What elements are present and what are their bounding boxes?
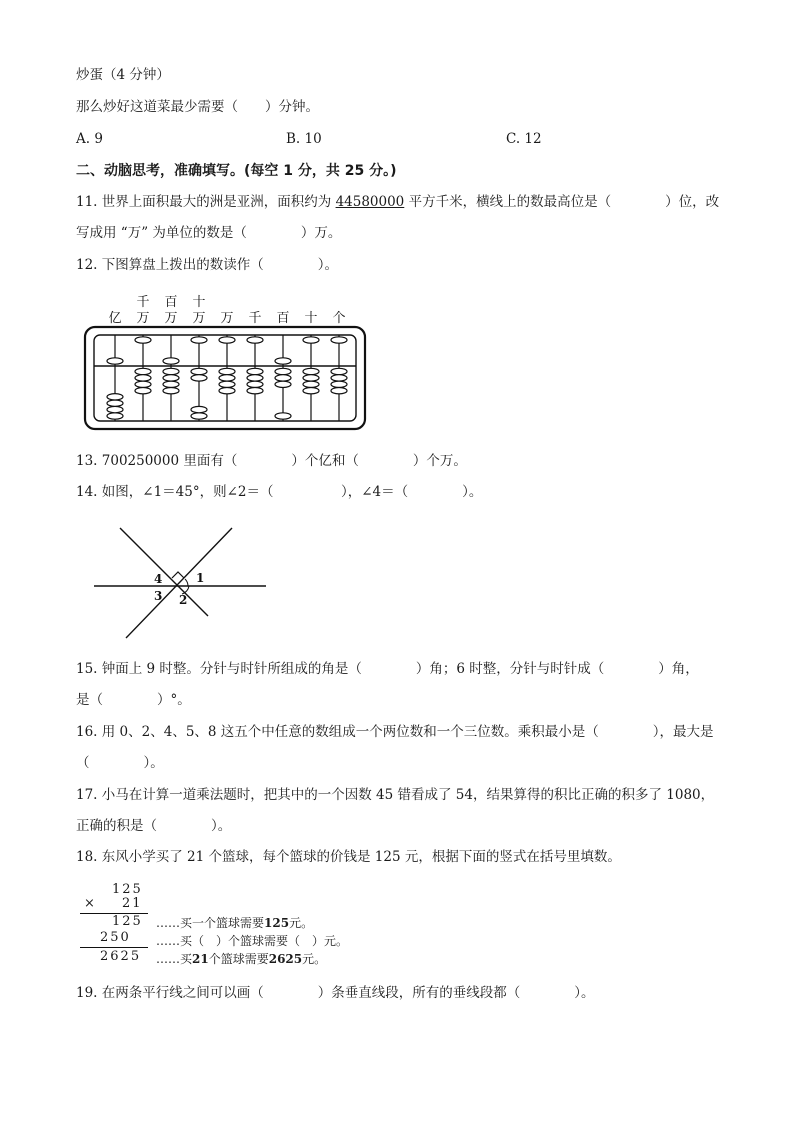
calc-partial-2: 250 <box>100 930 131 945</box>
abacus-bead <box>331 388 347 394</box>
diagonal-line-1 <box>120 528 208 616</box>
abacus-bead <box>303 388 319 394</box>
abacus-bead <box>163 388 179 394</box>
abacus-bead <box>191 375 207 381</box>
abacus-bead <box>247 375 263 381</box>
abacus-bead <box>303 368 319 374</box>
question-17: 17. 小马在计算一道乘法题时，把其中的一个因数 45 错看成了 54，结果算得的积比正确的积多了 1080， <box>76 787 715 803</box>
question-14: 14. 如图，∠1＝45°，则∠2＝（ ），∠4＝（ ）。 <box>76 484 483 500</box>
abacus-bead <box>275 375 291 381</box>
abacus-bead <box>163 358 179 364</box>
note-text: ……买一个篮球需要 <box>156 916 265 930</box>
angle-figure <box>90 524 270 644</box>
question-18: 18. 东风小学买了 21 个篮球，每个篮球的价钱是 125 元，根据下面的竖式在括号里填数。 <box>76 849 621 865</box>
abacus-label-bai: 百 <box>276 311 290 326</box>
abacus-bead <box>135 388 151 394</box>
abacus-bead <box>247 381 263 387</box>
angle-label-3: 3 <box>154 589 163 603</box>
abacus-bead <box>107 406 123 412</box>
right-angle-mark <box>172 572 184 578</box>
abacus-bead <box>331 375 347 381</box>
abacus-bead <box>303 381 319 387</box>
abacus-bead <box>331 337 347 343</box>
abacus-bead <box>303 337 319 343</box>
abacus-bead <box>163 368 179 374</box>
abacus-bead <box>135 375 151 381</box>
abacus-figure <box>80 292 370 432</box>
abacus-label-yi: 亿 <box>108 311 122 326</box>
calc-note-3 <box>156 950 326 967</box>
abacus-label-qian: 千 <box>248 311 262 326</box>
abacus-label-bai: 百 <box>164 295 178 310</box>
question-12: 12. 下图算盘上拨出的数读作（ ）。 <box>76 257 339 273</box>
note-number: 125 <box>264 916 290 930</box>
abacus-bead <box>219 375 235 381</box>
option-a: A. 9 <box>76 131 103 147</box>
abacus-label-wan: 万 <box>136 311 150 326</box>
abacus-label-wan: 万 <box>192 311 206 326</box>
note-text: 个篮球需要 <box>208 952 269 966</box>
abacus-bead <box>247 388 263 394</box>
note-text: 元。 <box>302 952 327 966</box>
angle-label-4: 4 <box>154 572 163 586</box>
q11-part1: 11. 世界上面积最大的洲是亚洲，面积约为 <box>76 194 336 210</box>
abacus-bead <box>275 381 291 387</box>
calc-note-2: ……买（ ）个篮球需要（ ）元。 <box>156 934 349 948</box>
abacus-label-wan: 万 <box>164 311 178 326</box>
abacus-bead <box>135 381 151 387</box>
question-16: 16. 用 0、2、4、5、8 这五个中任意的数组成一个两位数和一个三位数。乘积最小是（ ），最大是 <box>76 724 714 740</box>
abacus-bead <box>219 381 235 387</box>
vertical-calculation <box>76 878 436 968</box>
question-17-line2: 正确的积是（ ）。 <box>76 818 232 834</box>
abacus-bead <box>135 337 151 343</box>
calc-multiplier: 21 <box>122 896 143 911</box>
abacus-bead <box>163 381 179 387</box>
diagonal-line-2 <box>126 528 232 638</box>
question-11 <box>76 193 719 211</box>
abacus-bead <box>331 368 347 374</box>
abacus-bead <box>107 394 123 400</box>
question-15: 15. 钟面上 9 时整。分针与时针所组成的角是（ ）角；6 时整，分针与时针成（ ）角， <box>76 661 699 677</box>
angle-label-1: 1 <box>196 571 205 585</box>
calc-multiplicand: 125 <box>112 882 143 897</box>
calc-rule <box>80 947 148 948</box>
calc-note-1 <box>156 914 313 931</box>
text-line: 那么炒好这道菜最少需要（ ）分钟。 <box>76 99 319 115</box>
abacus-bead <box>275 368 291 374</box>
note-text: ……买 <box>156 952 193 966</box>
abacus-label-shi: 十 <box>192 295 206 310</box>
abacus-bead <box>275 358 291 364</box>
option-b: B. 10 <box>286 131 322 147</box>
abacus-bead <box>107 358 123 364</box>
abacus-bead <box>303 375 319 381</box>
abacus-bead <box>247 337 263 343</box>
abacus-bead <box>219 337 235 343</box>
abacus-label-wan: 万 <box>220 311 234 326</box>
note-text: 元。 <box>289 916 314 930</box>
question-19: 19. 在两条平行线之间可以画（ ）条垂直线段，所有的垂线段都（ ）。 <box>76 985 595 1001</box>
q11-part2: 平方千米，横线上的数最高位是（ ）位，改 <box>404 194 720 210</box>
question-11-line2: 写成用 “万” 为单位的数是（ ）万。 <box>76 225 342 241</box>
question-15-line2: 是（ ）°。 <box>76 692 191 708</box>
abacus-bead <box>191 368 207 374</box>
section-title: 二、动脑思考，准确填写。(每空 1 分，共 25 分。) <box>76 163 397 179</box>
angle-label-2: 2 <box>179 593 188 607</box>
abacus-bead <box>219 388 235 394</box>
option-c: C. 12 <box>506 131 542 147</box>
calc-times-sign: × <box>84 896 97 911</box>
abacus-bead <box>247 368 263 374</box>
note-number: 2625 <box>268 952 303 966</box>
angle-arc <box>185 579 188 586</box>
abacus-bead <box>191 413 207 419</box>
q11-number: 44580000 <box>335 194 405 210</box>
abacus-bead <box>191 337 207 343</box>
abacus-bead <box>331 381 347 387</box>
abacus-bead <box>107 400 123 406</box>
abacus-bead <box>275 413 291 419</box>
abacus-bead <box>219 368 235 374</box>
abacus-label-qian: 千 <box>136 295 150 310</box>
note-number: 21 <box>192 952 209 966</box>
calc-product: 2625 <box>100 949 142 964</box>
abacus-label-shi: 十 <box>304 311 318 326</box>
calc-partial-1: 125 <box>112 914 143 929</box>
abacus-bead <box>163 375 179 381</box>
abacus-label-ge: 个 <box>332 311 346 326</box>
text-line: 炒蛋（4 分钟） <box>76 67 170 83</box>
abacus-bead <box>107 413 123 419</box>
question-13: 13. 700250000 里面有（ ）个亿和（ ）个万。 <box>76 453 467 469</box>
abacus-bead <box>135 368 151 374</box>
question-16-line2: （ ）。 <box>76 755 164 771</box>
abacus-bead <box>191 406 207 412</box>
